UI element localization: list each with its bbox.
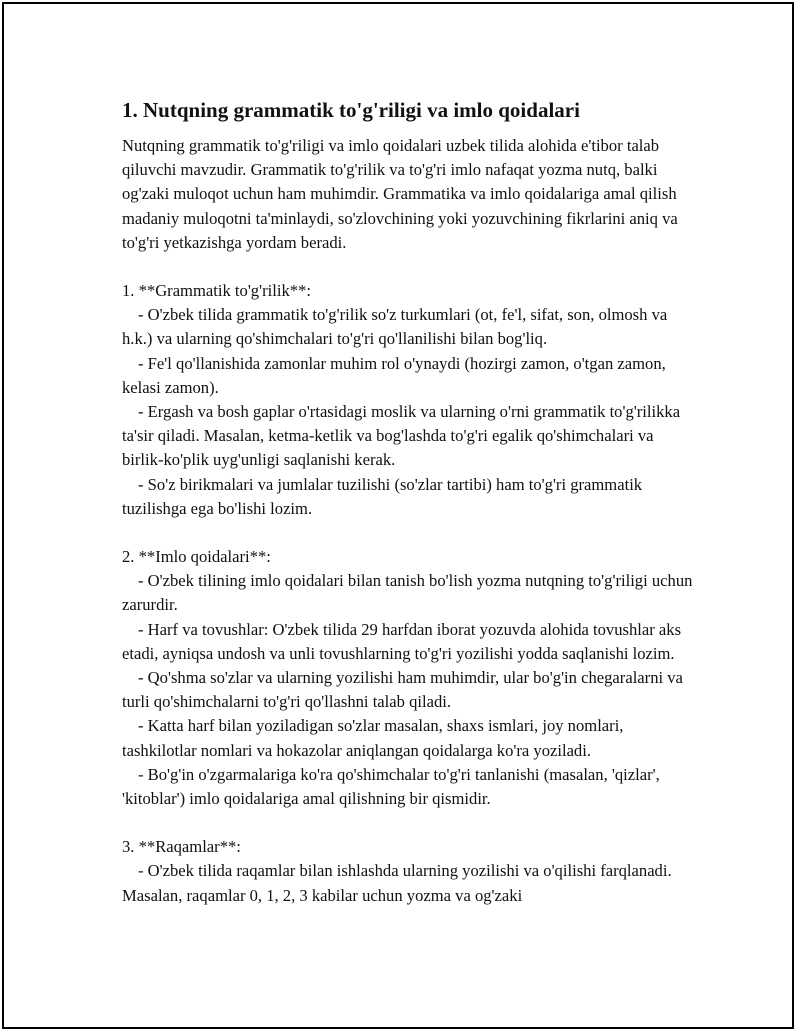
section-heading: 1. **Grammatik to'g'rilik**: (122, 281, 311, 301)
list-item (122, 569, 697, 617)
list-item-text: - Qo'shma so'zlar va ularning yozilishi ham muhimdir, ular bo'g'in chegaralarni va turli qo'shimchalarni to'g'ri qo'llashni talab qiladi. (122, 668, 683, 712)
list-item-text: - So'z birikmalari va jumlalar tuzilishi (so'zlar tartibi) ham to'g'ri grammatik tuzilishga ega bo'lishi lozim. (122, 474, 643, 518)
list-item (122, 714, 697, 762)
section-heading: 2. **Imlo qoidalari**: (122, 547, 271, 567)
list-item (122, 303, 697, 351)
list-item-text: - O'zbek tilining imlo qoidalari bilan tanish bo'lish yozma nutqning to'g'riligi uchun zarurdir. (122, 571, 693, 615)
list-item-text: - Ergash va bosh gaplar o'rtasidagi moslik va ularning o'rni grammatik to'g'rilikka ta'sir qiladi. Masalan, ketma-ketlik va bog'lashda to'g'ri egalik qo'shimchalari va birlik-ko'plik uyg'unligi saqlanishi kerak. (122, 402, 681, 470)
page-frame (2, 2, 794, 1029)
list-item (122, 859, 697, 907)
list-item-text: - Katta harf bilan yoziladigan so'zlar masalan, shaxs ismlari, joy nomlari, tashkilotlar nomlari va hokazolar aniqlangan qoidalarga ko'ra yoziladi. (122, 716, 624, 760)
section-heading: 3. **Raqamlar**: (122, 837, 241, 857)
section-imlo (122, 545, 697, 811)
list-item (122, 666, 697, 714)
list-item-text: - Fe'l qo'llanishida zamonlar muhim rol o'ynaydi (hozirgi zamon, o'tgan zamon, kelasi zamon). (122, 353, 666, 397)
list-item-text: - Bo'g'in o'zgarmalariga ko'ra qo'shimchalar to'g'ri tanlanishi (masalan, 'qizlar', 'kitoblar') imlo qoidalariga amal qilishning bir qismidir. (122, 764, 660, 809)
intro-paragraph: Nutqning grammatik to'g'riligi va imlo qoidalari uzbek tilida alohida e'tibor talab qiluvchi mavzudir. Grammatik to'g'rilik va to'g'ri imlo nafaqat yozma nutq, balki og'zaki muloqot uchun ham muhimdir. Grammatika va imlo qoidalariga amal qilish madaniy muloqotni ta'minlaydi, so'zlovchining yoki yozuvchining fikrlarini aniq va to'g'ri yetkazishga yordam beradi. (122, 136, 678, 252)
list-item-text: - Harf va tovushlar: O'zbek tilida 29 harfdan iborat yozuvda alohida tovushlar aks etadi, ayniqsa undosh va unli tovushlarning to'g'ri yozilishi yodda saqlanishi lozim. (122, 619, 682, 663)
list-item-text: - O'zbek tilida grammatik to'g'rilik so'z turkumlari (ot, fe'l, sifat, son, olmosh va h.k.) va ularning qo'shimchalari to'g'ri qo'llanilishi bilan bog'liq. (122, 305, 668, 349)
list-item (122, 473, 697, 521)
list-item (122, 763, 697, 811)
document-body (122, 96, 697, 908)
list-item (122, 618, 697, 666)
section-raqamlar (122, 835, 697, 908)
list-item-text: - O'zbek tilida raqamlar bilan ishlashda ularning yozilishi va o'qilishi farqlanadi. Masalan, raqamlar 0, 1, 2, 3 kabilar uchun yozma va og'zaki (122, 861, 672, 905)
list-item (122, 400, 697, 473)
document-title: 1. Nutqning grammatik to'g'riligi va imlo qoidalari (122, 98, 580, 122)
list-item (122, 352, 697, 400)
section-grammatik (122, 279, 697, 521)
